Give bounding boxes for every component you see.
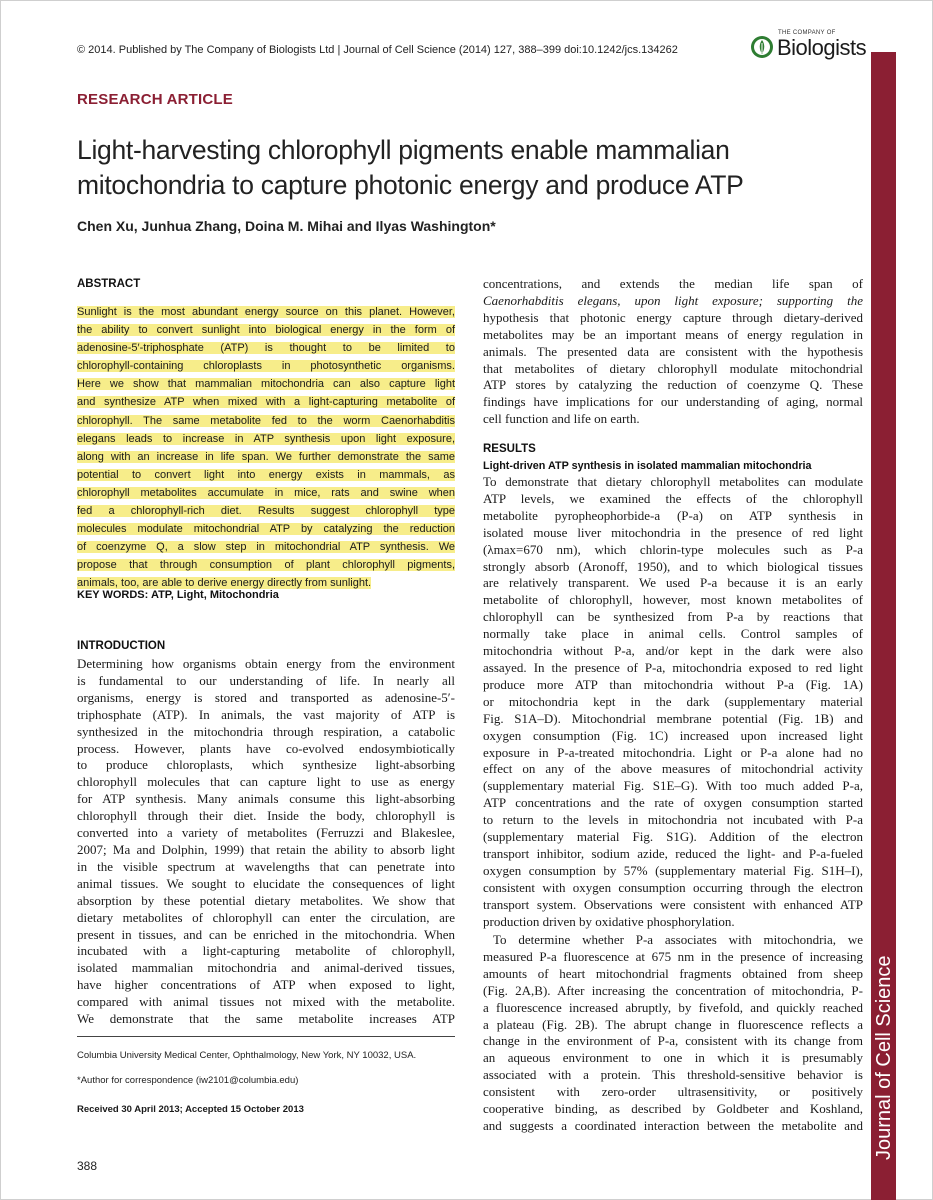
abstract-line: chlorophyll-containing chloroplasts in photosynthetic organisms. [77,360,455,373]
results-line: (supplementary material Fig. S1G). Addition of the electron [483,829,863,845]
intro-line: dietary metabolites of chlorophyll can enter the circulation, are [77,909,455,925]
intro-line: absorption by these potential dietary metabolites. We show that [77,892,455,908]
intro-line: chlorophyll through their diet. Inside the body, chlorophyll is [77,808,455,824]
title-line: Light-harvesting chlorophyll pigments enable mammalian [77,135,730,165]
abstract-line: chlorophyll. The same metabolite fed to the worm Caenorhabditis [77,414,455,427]
introduction-heading: INTRODUCTION [77,640,166,652]
intro-line: Caenorhabditis elegans, upon light exposure; supporting the [483,292,863,308]
keywords: KEY WORDS: ATP, Light, Mitochondria [77,589,279,601]
intro-line: is fundamental to our understanding of life. In nearly all [77,672,455,688]
results-line: assayed. In the presence of P-a, mitochondria exposed to red light [483,659,863,675]
intro-continued [483,276,863,428]
results-line: consistent with zero-order ultrasensitivity, or positively [483,1084,863,1100]
results-line: and suggests a coordinated interaction between the metabolite and [483,1117,863,1133]
intro-line: animal tissues. We sought to elucidate the consequences of light [77,875,455,891]
intro-line: triphosphate (ATP). In animals, the vast majority of ATP is [77,706,455,722]
results-line: change in the environment of P-a, consistent with its change from [483,1033,863,1049]
title-line: mitochondria to capture photonic energy and produce ATP [77,170,744,200]
intro-line: converted into a variety of metabolites (Ferruzzi and Blakeslee, [77,825,455,841]
intro-line: synthesized in the mitochondria through respiration, a catabolic [77,723,455,739]
results-line: associated with a protein. This threshold-sensitive behavior is [483,1067,863,1083]
results-paragraph-1 [483,474,863,930]
results-line: Fig. S1A–D). Mitochondrial membrane potential (Fig. 1B) and [483,710,863,726]
abstract-line: along with an increase in life span. We further demonstrate the same [77,450,455,463]
intro-line: Determining how organisms obtain energy from the environment [77,656,455,671]
results-line: amounts of heart mitochondrial fragments obtained from sheep [483,965,863,981]
intro-line: chlorophyll molecules that can capture light to use as energy [77,774,455,790]
received-dates: Received 30 April 2013; Accepted 15 October 2013 [77,1104,304,1115]
results-line: are relatively transparent. We used P-a because it is an early [483,575,863,591]
results-line: effect on any of the above measures of mitochondrial activity [483,761,863,777]
results-subheading: Light-driven ATP synthesis in isolated mammalian mitochondria [483,460,812,472]
abstract-line: the ability to convert sunlight into biological energy in the form of [77,324,455,337]
intro-line: animals. The presented data are consistent with the hypothesis [483,343,863,359]
abstract-line: Sunlight is the most abundant energy source on this planet. However, [77,306,455,318]
abstract-line: Here we show that mammalian mitochondria can also capture light [77,378,455,391]
results-line: oxygen consumption by 57% (supplementary material Fig. S1H–I), [483,862,863,878]
results-line: mitochondria without P-a, and/or kept in the dark were also [483,643,863,659]
results-line: metabolite pyropheophorbide-a (P-a) on ATP synthesis in [483,507,863,523]
article-type: RESEARCH ARTICLE [77,91,233,108]
results-heading: RESULTS [483,443,536,455]
intro-line: concentrations, and extends the median life span of [483,276,863,291]
footnote-divider [77,1036,455,1037]
intro-line: ATP stores by catalyzing the reduction of coenzyme Q. These [483,377,863,393]
abstract-line: animals, too, are able to derive energy directly from sunlight. [77,577,372,590]
results-line: or mitochondria kept in the dark (supplementary material [483,693,863,709]
intro-line: that metabolites of dietary chlorophyll modulate mitochondrial [483,360,863,376]
results-line: isolated mouse liver mitochondria in the presence of red light [483,524,863,540]
sidebar-journal-name: Journal of Cell Science [873,955,895,1160]
results-line: transport inhibitor, sodium azide, reduced the light- and P-a-fueled [483,845,863,861]
abstract-line: chlorophyll metabolites accumulate in mice, rats and swine when [77,486,455,499]
intro-line: in the visible spectrum at wavelengths that can penetrate into [77,858,455,874]
results-line: production driven by oxidative phosphorylation. [483,913,735,929]
abstract-line: molecules modulate mitochondrial ATP by catalyzing the reduction [77,523,455,536]
results-line: transport system. Observations were consistent with enhanced ATP [483,896,863,912]
intro-line: to produce chloroplasts, which synthesize light-absorbing [77,757,455,773]
results-line: To determine whether P-a associates with mitochondria, we [493,932,863,947]
intro-line: organisms, energy is stored and transported as adenosine-5′- [77,689,455,705]
intro-line: isolated mammalian mitochondria and animal-derived tissues, [77,960,455,976]
article-title [77,133,857,203]
results-line: (Fig. 2A,B). After increasing the concentration of mitochondria, P- [483,982,863,998]
results-line: (supplementary material Fig. S1E–G). With too much added P-a, [483,778,863,794]
results-line: ATP levels, we examined the effects of the chlorophyll [483,490,863,506]
results-line: To demonstrate that dietary chlorophyll metabolites can modulate [483,474,863,489]
intro-line: 2007; Ma and Dolphin, 1999) that retain the ability to absorb light [77,841,455,857]
abstract-body [77,303,455,593]
results-line: consistent with oxygen consumption occurring through the electron [483,879,863,895]
publisher-logo [748,29,867,65]
results-line: produce more ATP than mitochondria without P-a (Fig. 1A) [483,676,863,692]
intro-line: present in tissues, and can be enriched in the mitochondria. When [77,926,455,942]
abstract-line: potential to convert light into energy exists in mammals, as [77,468,455,481]
author-list: Chen Xu, Junhua Zhang, Doina M. Mihai and Ilyas Washington* [77,218,496,234]
intro-line: compared with animal tissues not mixed with the metabolite. [77,994,455,1010]
correspondence-note: *Author for correspondence (iw2101@columbia.edu) [77,1075,299,1086]
citation-line: © 2014. Published by The Company of Biologists Ltd | Journal of Cell Science (2014) 127, 388–399 doi:10.1242/jcs.134262 [77,44,678,56]
intro-line: for ATP synthesis. Many animals consume this light-absorbing [77,791,455,807]
intro-line: process. However, plants have co-evolved endosymbiotically [77,740,455,756]
results-line: (λmax=670 nm), which chlorin-type molecules such as P-a [483,541,863,557]
results-paragraph-2 [483,932,863,1135]
results-line: ATP concentrations and the rate of oxygen consumption started [483,795,863,811]
logo-wordmark: Biologists [777,35,867,60]
results-line: metabolite of chlorophyll, however, most known metabolites of [483,592,863,608]
abstract-line: adenosine-5′-triphosphate (ATP) is thought to be limited to [77,342,455,355]
abstract-line: elegans leads to increase in ATP synthesis upon light exposure, [77,432,455,445]
results-line: normally take place in animal cells. Control samples of [483,626,863,642]
results-line: exposure in P-a-treated mitochondria. Light or P-a alone had no [483,744,863,760]
results-line: an aqueous environment to one in which it is presumably [483,1050,863,1066]
intro-line: incubated with a light-capturing metabolite of chlorophyll, [77,943,455,959]
abstract-line: fed a chlorophyll-rich diet. Results suggest chlorophyll type [77,505,455,518]
results-line: chlorophyll can be synthesized from P-a by reactions that [483,609,863,625]
intro-line: findings have implications for our understanding of aging, normal [483,394,863,410]
results-line: measured P-a fluorescence at 675 nm in the presence of increasing [483,948,863,964]
abstract-heading: ABSTRACT [77,278,141,290]
results-line: cooperative binding, as described by Goldbeter and Koshland, [483,1101,863,1117]
intro-line: We demonstrate that the same metabolite increases ATP [77,1011,455,1027]
introduction-body [77,656,455,1028]
intro-line: metabolites may be an important means of energy regulation in [483,326,863,342]
affiliation-note: Columbia University Medical Center, Ophthalmology, New York, NY 10032, USA. [77,1050,417,1061]
results-line: a fluorescence increased abruptly, by fivefold, and quickly reached [483,999,863,1015]
publisher-logo-icon [750,35,774,59]
intro-line: cell function and life on earth. [483,411,640,427]
intro-line: hypothesis that photonic energy capture through dietary-derived [483,309,863,325]
intro-line: have higher concentrations of ATP when exposed to light, [77,977,455,993]
results-line: to return to the levels in mitochondria not incubated with P-a [483,812,863,828]
abstract-line: of coenzyme Q, a slow step in mitochondrial ATP synthesis. We [77,541,455,554]
results-line: oxygen consumption (Fig. 1C) increased upon increased light [483,727,863,743]
abstract-line: propose that through consumption of plant chlorophyll pigments, [77,559,455,572]
abstract-line: and synthesize ATP when mixed with a light-capturing metabolite of [77,396,455,409]
page-number: 388 [77,1159,98,1173]
results-line: strongly absorb (Aronoff, 1950), and to which biological tissues [483,558,863,574]
results-line: a plateau (Fig. 2B). The abrupt change in fluorescence reflects a [483,1016,863,1032]
logo-tagline: THE COMPANY OF [778,30,836,36]
